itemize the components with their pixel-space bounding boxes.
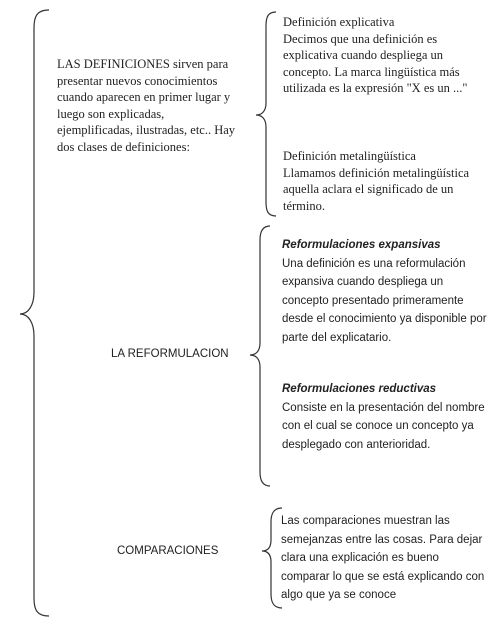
- definicion-explicativa-body: Decimos que una definición es explicativa cuando despliega un concepto. La marca lingüística más utilizada es la expresión "X es un ...": [283, 31, 468, 95]
- reformulacion-label-text: LA REFORMULACION: [111, 348, 229, 360]
- definiciones-intro-text: LAS DEFINICIONES sirven para presentar nuevos conocimientos cuando aparecen en primer lugar y luego son explicadas, ejemplificadas, ilustradas, etc.. Hay dos clases de definiciones:: [57, 57, 236, 154]
- reformulaciones-expansivas-title: Reformulaciones expansivas: [282, 239, 441, 251]
- reformulaciones-expansivas-body: Una definición es una reformulación expansiva cuando despliega un concepto presentado primeramente desde el conocimiento ya disponible por parte del explicatario.: [282, 257, 487, 344]
- comparaciones-label: [117, 542, 257, 561]
- definicion-metalinguistica: [283, 148, 489, 214]
- comparaciones-body: [281, 512, 489, 605]
- reformulacion-brace: [250, 226, 270, 486]
- reformulaciones-expansivas: [282, 236, 488, 347]
- definicion-explicativa-title: Definición explicativa: [283, 15, 395, 29]
- definicion-metalinguistica-body: Llamamos definición metalingüística aquella aclara el significado de un término.: [283, 165, 470, 213]
- main-brace: [20, 10, 49, 616]
- definiciones-brace: [256, 12, 276, 216]
- reformulaciones-reductivas-title: Reformulaciones reductivas: [282, 383, 437, 395]
- definiciones-intro: [57, 56, 242, 155]
- definicion-explicativa: [283, 14, 489, 97]
- reformulaciones-reductivas-body: Consiste en la presentación del nombre con el cual se conoce un concepto ya desplegado con anterioridad.: [282, 401, 485, 451]
- reformulaciones-reductivas: [282, 380, 488, 454]
- comparaciones-label-text: COMPARACIONES: [117, 545, 219, 557]
- definicion-metalinguistica-title: Definición metalingüística: [283, 149, 416, 163]
- comparaciones-body-text: Las comparaciones muestran las semejanzas entre las cosas. Para dejar clara una explicación es bueno comparar lo que se está explicando con algo que ya se conoce: [281, 515, 485, 601]
- comparaciones-brace: [262, 508, 282, 608]
- reformulacion-label: [111, 345, 251, 364]
